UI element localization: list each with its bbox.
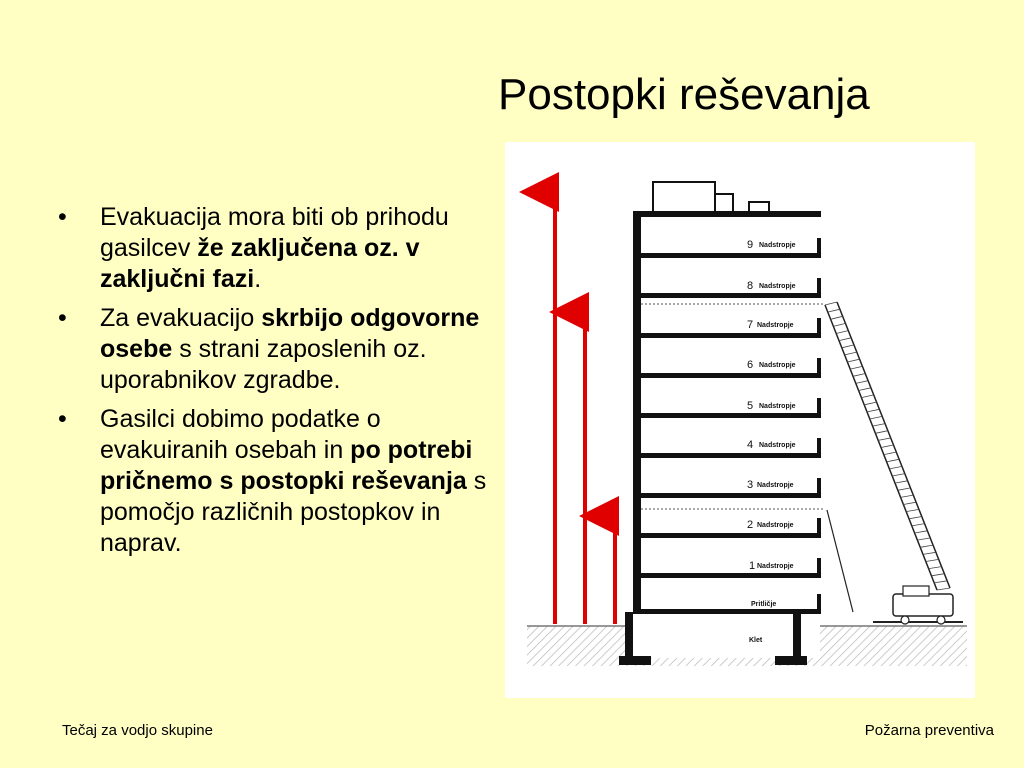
bullet-item xyxy=(58,303,503,396)
floor-label: Nadstropje xyxy=(759,362,796,369)
floor-number: 7 xyxy=(747,319,754,331)
floor-label: Nadstropje xyxy=(757,322,794,329)
slide-title: Postopki reševanja xyxy=(498,70,870,119)
bullet-text-bold: po potrebi pričnemo s postopki reševanja xyxy=(100,436,473,495)
floor-number: 6 xyxy=(747,359,754,371)
floor-number: 3 xyxy=(747,479,754,491)
roof-slab xyxy=(633,211,821,217)
bullet-marker: • xyxy=(58,405,67,433)
foundation-right xyxy=(775,656,807,665)
basement-wall-right xyxy=(793,612,801,658)
building-cross-section-svg xyxy=(505,142,975,698)
foundation-left xyxy=(619,656,651,665)
bullet-list xyxy=(58,202,503,567)
bullet-text-part: Za evakuacijo xyxy=(100,304,262,332)
fire-truck-ladder xyxy=(825,302,963,624)
floor-slabs xyxy=(633,253,821,614)
bullet-text-part: s pomočjo različnih postopkov in naprav. xyxy=(100,467,487,557)
floor-number: 4 xyxy=(747,439,754,451)
bullet-text-bold: že zaključena oz. v zaključni fazi xyxy=(100,234,420,293)
floor-label: Nadstropje xyxy=(757,522,794,529)
evacuation-arrows xyxy=(555,192,615,624)
floor-number: 9 xyxy=(747,239,754,251)
bullet-marker: • xyxy=(58,304,67,332)
bullet-text-part: Evakuacija mora biti ob prihodu gasilcev xyxy=(100,203,449,262)
floor-number: 2 xyxy=(747,519,754,531)
floor-number: 8 xyxy=(747,280,754,292)
bullet-text-part: s strani zaposlenih oz. uporabnikov zgradbe. xyxy=(100,335,427,394)
floor-number: 5 xyxy=(747,400,754,412)
floor-label: Nadstropje xyxy=(759,403,796,410)
slab-edges xyxy=(817,238,821,614)
basement-room xyxy=(630,612,820,658)
bullet-marker: • xyxy=(58,203,67,231)
floor-label: Nadstropje xyxy=(759,442,796,449)
ground-floor-label: Pritličje xyxy=(751,601,777,608)
floor-label: Nadstropje xyxy=(757,482,794,489)
floor-labels xyxy=(747,239,796,644)
floor-number: 1 xyxy=(749,560,756,572)
footer-left-text: Tečaj za vodjo skupine xyxy=(62,722,213,739)
floor-label: Nadstropje xyxy=(757,563,794,570)
bullet-text-bold: skrbijo odgovorne osebe xyxy=(100,304,480,363)
basement-label: Klet xyxy=(749,637,763,644)
footer-right-text: Požarna preventiva xyxy=(864,722,994,739)
bullet-item xyxy=(58,202,503,295)
bullet-text-part: . xyxy=(254,265,262,293)
bullet-text-part: Gasilci dobimo podatke o evakuiranih osebah in xyxy=(100,405,381,464)
building-evacuation-figure xyxy=(505,142,975,698)
floor-label: Nadstropje xyxy=(759,283,796,290)
basement-wall-left xyxy=(625,612,633,658)
bullet-item xyxy=(58,404,503,559)
floor-label: Nadstropje xyxy=(759,242,796,249)
roof-structure xyxy=(653,182,715,214)
